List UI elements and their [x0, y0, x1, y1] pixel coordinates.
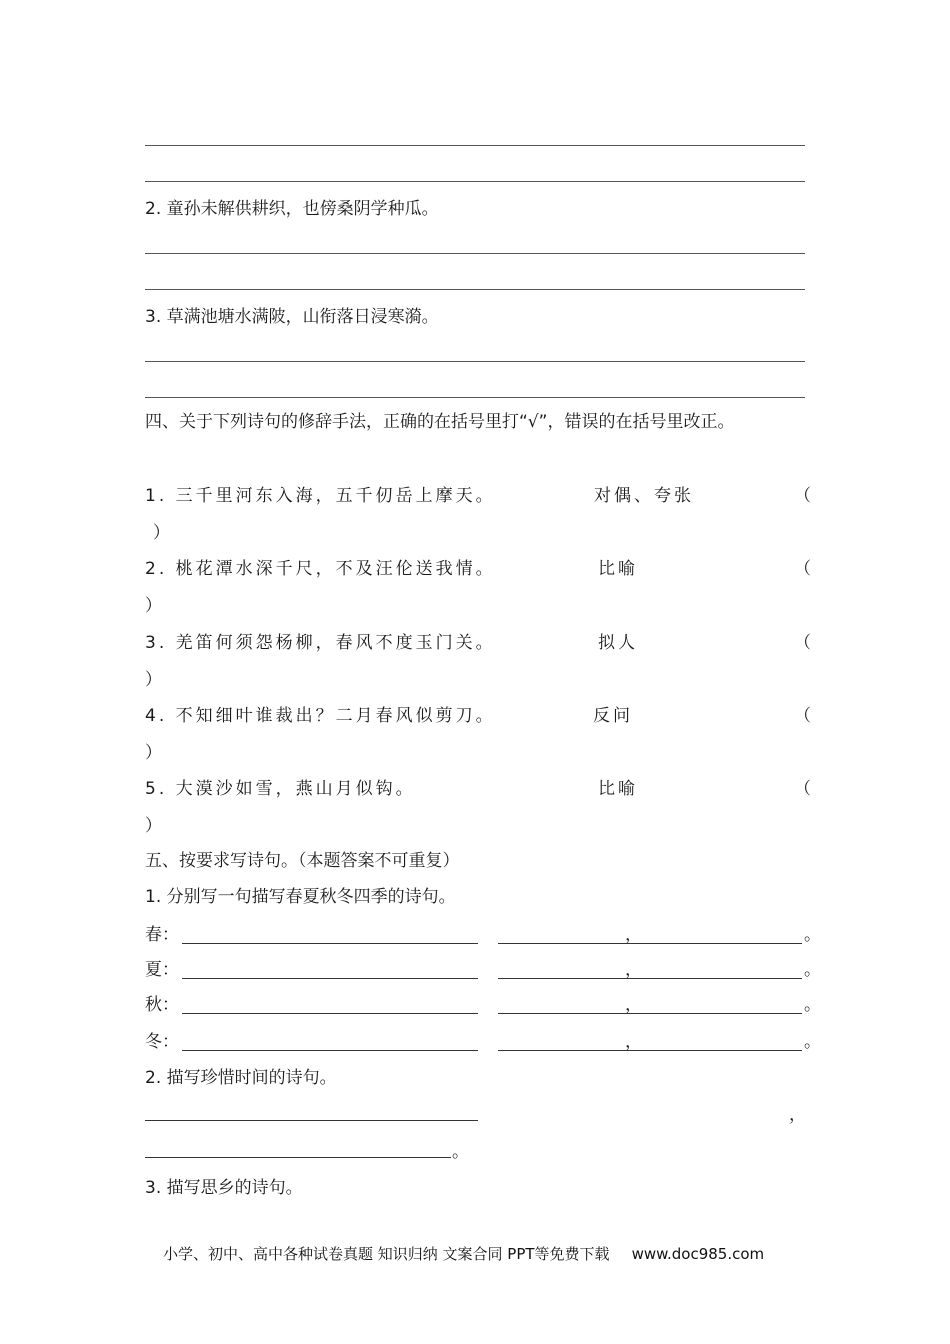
- answer-rule: [145, 397, 805, 398]
- season-label: 春：: [145, 925, 179, 945]
- season-label: 冬：: [145, 1032, 179, 1052]
- section-4-heading: 四、关于下列诗句的修辞手法，正确的在括号里打“√”，错误的在括号里改正。: [145, 412, 735, 432]
- comma: ，: [625, 960, 642, 980]
- open-paren-3: （: [794, 633, 811, 653]
- open-paren-5: （: [794, 779, 811, 799]
- answer-rule: [145, 289, 805, 290]
- comma: ，: [789, 1105, 806, 1125]
- answer-blank[interactable]: [182, 978, 478, 979]
- poem-line-4: 4. 不知细叶谁裁出？二月春风似剪刀。: [145, 706, 496, 726]
- season-row-spring: [145, 924, 825, 948]
- answer-blank[interactable]: [182, 1013, 478, 1014]
- question-3-3: 3. 草满池塘水满陂，山衔落日浸寒漪。: [145, 307, 439, 327]
- answer-rule: [145, 253, 805, 254]
- open-paren-1: （: [794, 486, 811, 506]
- answer-blank[interactable]: [498, 1050, 802, 1051]
- open-paren-2: （: [794, 559, 811, 579]
- period: 。: [804, 960, 821, 980]
- answer-rule: [145, 361, 805, 362]
- period: 。: [452, 1142, 469, 1162]
- period: 。: [804, 1032, 821, 1052]
- comma: ，: [625, 1032, 642, 1052]
- close-paren-5: ）: [145, 816, 162, 836]
- period: 。: [804, 925, 821, 945]
- answer-blank[interactable]: [182, 943, 478, 944]
- answer-blank[interactable]: [145, 1120, 478, 1121]
- poem-line-2: 2. 桃花潭水深千尺，不及汪伦送我情。: [145, 559, 496, 579]
- close-paren-3: ）: [145, 670, 162, 690]
- answer-blank[interactable]: [498, 943, 802, 944]
- answer-rule: [145, 145, 805, 146]
- season-row-winter: [145, 1031, 825, 1055]
- question-5-1: 1. 分别写一句描写春夏秋冬四季的诗句。: [145, 887, 456, 907]
- season-row-summer: [145, 959, 825, 983]
- footer: [163, 1244, 764, 1264]
- season-label: 秋：: [145, 995, 179, 1015]
- question-5-3: 3. 描写思乡的诗句。: [145, 1178, 303, 1198]
- close-paren-4: ）: [145, 743, 162, 763]
- season-label: 夏：: [145, 960, 179, 980]
- question-3-2: 2. 童孙未解供耕织，也傍桑阴学种瓜。: [145, 199, 439, 219]
- season-row-autumn: [145, 994, 825, 1018]
- technique-4: 反问: [593, 706, 633, 726]
- footer-url[interactable]: www.doc985.com: [631, 1245, 765, 1263]
- poem-line-3: 3. 羌笛何须怨杨柳，春风不度玉门关。: [145, 633, 496, 653]
- answer-blank[interactable]: [498, 978, 802, 979]
- poem-line-1: 1. 三千里河东入海，五千仞岳上摩天。: [145, 486, 496, 506]
- poem-line-5: 5. 大漠沙如雪，燕山月似钩。: [145, 779, 416, 799]
- section-5-heading: 五、按要求写诗句。（本题答案不可重复）: [145, 851, 460, 871]
- answer-rule: [145, 181, 805, 182]
- open-paren-4: （: [794, 706, 811, 726]
- comma: ，: [625, 995, 642, 1015]
- technique-5: 比喻: [598, 779, 638, 799]
- answer-blank[interactable]: [182, 1050, 478, 1051]
- answer-blank[interactable]: [498, 1013, 802, 1014]
- footer-text: 小学、初中、高中各种试卷真题 知识归纳 文案合同 PPT等免费下载: [163, 1245, 610, 1263]
- answer-blank[interactable]: [145, 1157, 451, 1158]
- close-paren-2: ）: [145, 596, 162, 616]
- close-paren-1: ）: [153, 523, 170, 543]
- technique-2: 比喻: [598, 559, 638, 579]
- technique-3: 拟人: [598, 633, 638, 653]
- period: 。: [804, 995, 821, 1015]
- question-5-2: 2. 描写珍惜时间的诗句。: [145, 1068, 337, 1088]
- comma: ，: [625, 925, 642, 945]
- technique-1: 对偶、夸张: [594, 486, 694, 506]
